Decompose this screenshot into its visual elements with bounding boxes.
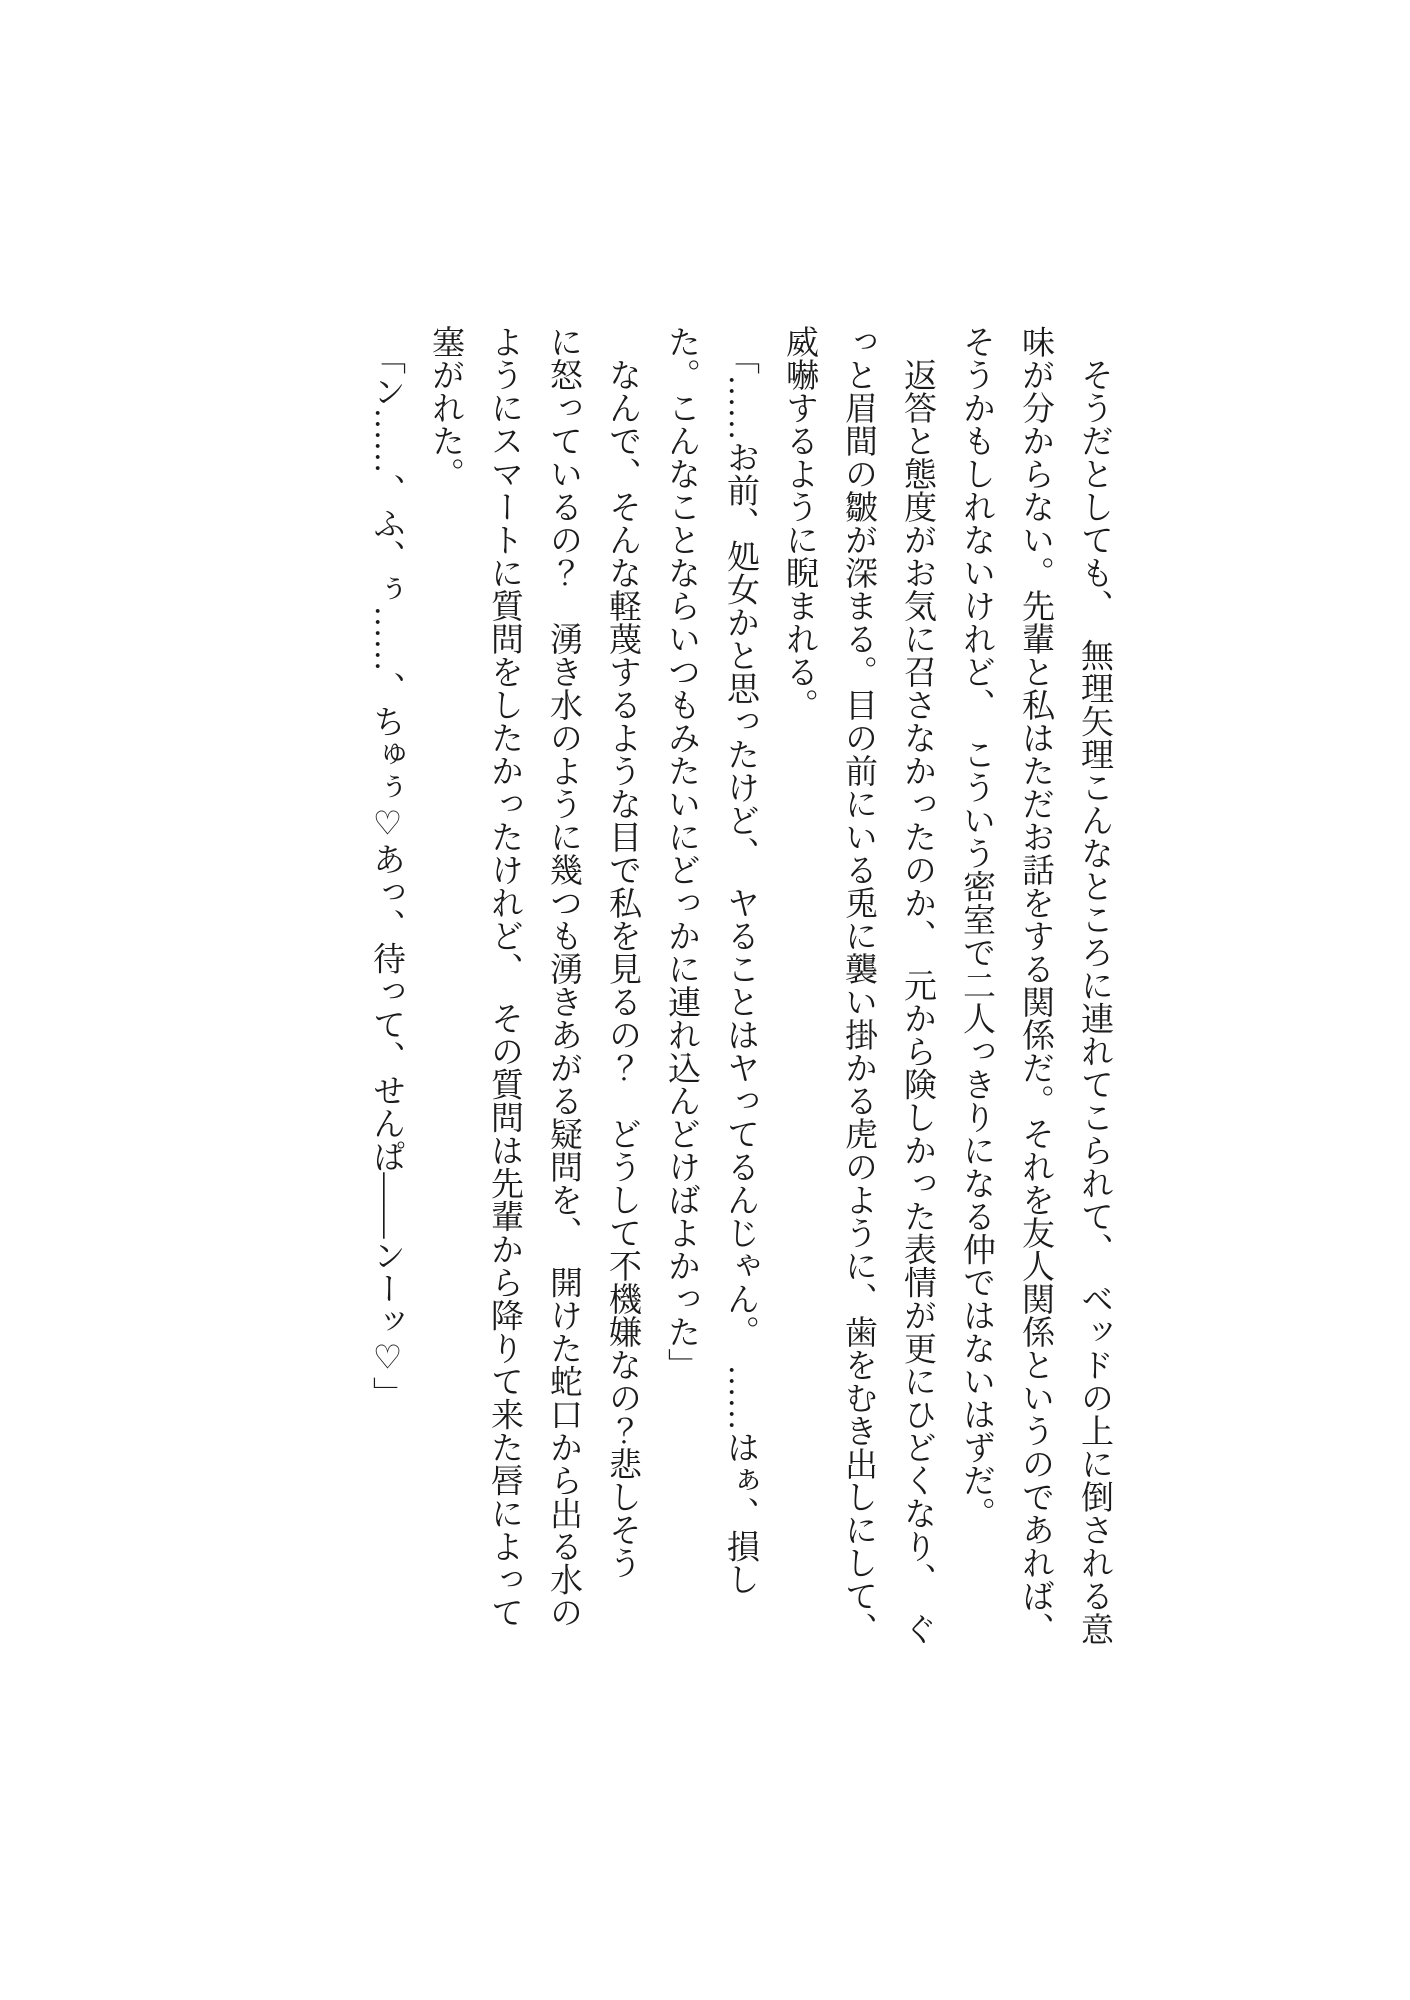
text-line: 返答と態度がお気に召さなかったのか、 元から険しかった表情が更にひどくなり、 ぐ (899, 325, 935, 1645)
text-line: そうかもしれないけれど、 こういう密室で二人っきりになる仲ではないはずだ。 (958, 325, 994, 1530)
text-line: 威嚇するように睨まれる。 (781, 325, 817, 721)
text-line: 「……お前、処女かと思ったけど、 ヤることはヤってるんじゃん。 ……はぁ、損し (722, 325, 758, 1596)
text-line: なんで、そんな軽蔑するような目で私を見るの？ どうして不機嫌なの？悲しそう (604, 325, 640, 1579)
text-line: そうだとしても、 無理矢理こんなところに連れてこられて、 ベッドの上に倒される意 (1076, 325, 1112, 1645)
text-line: 塞がれた。 (427, 325, 463, 490)
vertical-text-block (356, 325, 1123, 1695)
text-line: っと眉間の皺が深まる。目の前にいる兎に襲い掛かる虎のように、歯をむき出しにして、 (840, 325, 876, 1645)
text-line: 味が分からない。先輩と私はただお話をする関係だ。それを友人関係というのであれば、 (1017, 325, 1053, 1645)
text-line: た。こんなことならいつもみたいにどっかに連れ込んどけばよかった」 (663, 325, 699, 1381)
text-line: 「ン……、ふ、ぅ……、ちゅぅ♡あっ、待って、せんぱ――ンーッ♡」 (368, 325, 404, 1410)
text-line: ようにスマートに質問をしたかったけれど、 その質問は先輩から降りて来た唇によって (486, 325, 522, 1629)
text-line: に怒っているの？ 湧き水のように幾つも湧きあがる疑問を、 開けた蛇口から出る水の (545, 325, 581, 1629)
